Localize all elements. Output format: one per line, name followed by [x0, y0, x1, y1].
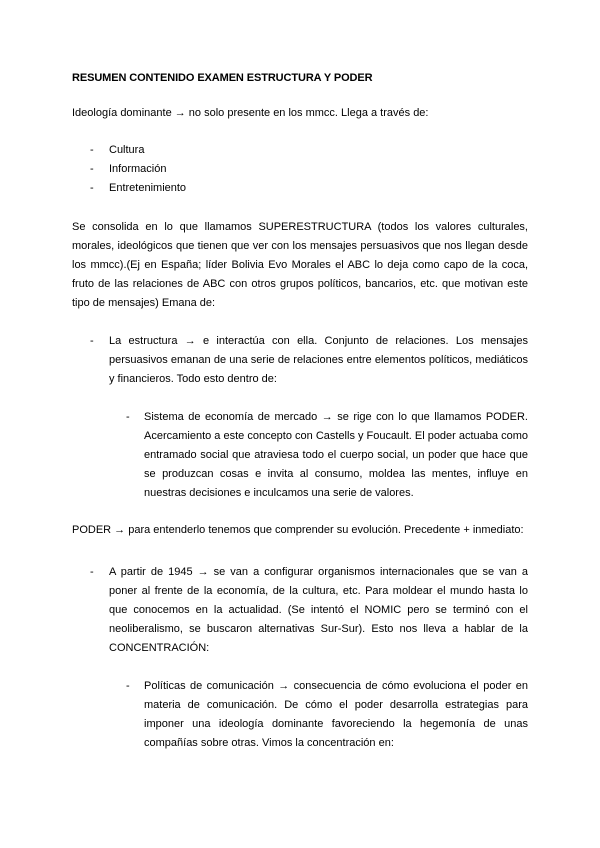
page-title: RESUMEN CONTENIDO EXAMEN ESTRUCTURA Y PODER	[72, 72, 373, 84]
intro-line: Ideología dominante → no solo presente en los mmcc. Llega a través de:	[72, 107, 429, 119]
poder-line: PODER → para entenderlo tenemos que comprender su evolución. Precedente + inmediato:	[72, 524, 524, 536]
politicas-item	[126, 677, 528, 757]
bullet-dash: -	[90, 182, 94, 194]
list-item-text: Cultura	[109, 144, 145, 156]
list-item	[90, 160, 186, 179]
partir-item	[90, 563, 528, 663]
list-item-text: Entretenimiento	[109, 182, 187, 194]
sistema-item	[126, 408, 528, 508]
partir-text: A partir de 1945 → se van a configurar organismos internacionales que se van a poner al frente de la economía, de la cultura, etc. Para moldear el mundo hasta lo que conocemos en la actualidad. (Se intentó el NOMIC pero se terminó con el neoliberalismo, se buscaron alternativas Sur-Sur). Esto nos lleva a hablar de la CONCENTRACIÓN:	[109, 566, 528, 654]
superestructura-paragraph: Se consolida en lo que llamamos SUPERESTRUCTURA (todos los valores culturales, morales, ideológicos que tienen que ver con los mensajes persuasivos que nos llegan desde los mmcc).(Ej en España; líder Bolivia Evo Morales el ABC lo deja como capo de la coca, fruto de las relaciones de ABC con otros grupos políticos, bancarios, etc. que motivan este tipo de mensajes) Emana de:	[72, 221, 528, 309]
bullet-dash: -	[90, 566, 94, 578]
bullet-dash: -	[126, 411, 130, 423]
sistema-text: Sistema de economía de mercado → se rige con lo que llamamos PODER. Acercamiento a este concepto con Castells y Foucault. El poder actuaba como entramado social que atraviesa todo el cuerpo social, un poder que hace que se produzcan cosas e invita al consumo, moldea las mentes, influye en nuestras decisiones e inculcamos una serie de valores.	[144, 411, 528, 499]
channels-list	[90, 141, 186, 198]
estructura-text: La estructura → e interactúa con ella. Conjunto de relaciones. Los mensajes persuasivos emanan de una serie de relaciones entre elementos políticos, mediáticos y financieros. Todo esto dentro de:	[109, 335, 528, 385]
bullet-dash: -	[126, 680, 130, 692]
bullet-dash: -	[90, 163, 94, 175]
list-item	[90, 141, 186, 160]
list-item-text: Información	[109, 163, 167, 175]
list-item	[90, 179, 186, 198]
politicas-text: Políticas de comunicación → consecuencia de cómo evoluciona el poder en materia de comunicación. De cómo el poder desarrolla estrategias para imponer una ideología dominante favoreciendo la hegemonía de unas compañías sobre otras. Vimos la concentración en:	[144, 680, 528, 749]
bullet-dash: -	[90, 144, 94, 156]
estructura-item	[90, 332, 528, 392]
bullet-dash: -	[90, 335, 94, 347]
